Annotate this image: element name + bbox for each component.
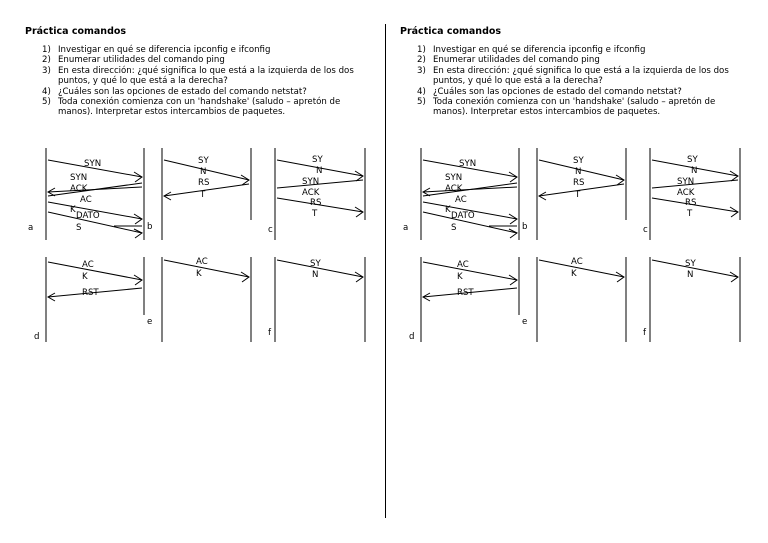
diagram-c (268, 148, 365, 240)
page-title: Práctica comandos (400, 26, 502, 37)
packet-label: ACK (677, 188, 695, 198)
task-list (42, 45, 377, 118)
diagram-c (643, 148, 740, 240)
packet-label: K (70, 205, 76, 215)
packet-label: N (200, 167, 207, 177)
task-number: 2) (42, 55, 51, 66)
packet-label: N (316, 166, 323, 176)
diagram-f (268, 257, 365, 342)
diagram-letter: d (409, 332, 415, 342)
packet-label: SY (573, 156, 584, 166)
packet-label: RS (685, 198, 697, 208)
packet-label: ACK (70, 184, 88, 194)
packet-arrow (48, 262, 142, 280)
packet-label: K (196, 269, 202, 279)
packet-label: SY (310, 259, 321, 269)
packet-label: AC (571, 257, 583, 267)
task-text: Toda conexión comienza con un 'handshake' (saludo – apretón de manos). Interpretar estos intercambios de paquetes. (58, 97, 341, 118)
document-copy-right (375, 0, 755, 543)
packet-label: SY (312, 155, 323, 165)
packet-label: AC (455, 195, 467, 205)
task-text: Investigar en qué se diferencia ipconfig e ifconfig (433, 45, 646, 55)
task-item (42, 45, 377, 55)
diagram-letter: f (643, 328, 647, 338)
task-item (42, 87, 377, 97)
task-item (417, 55, 752, 65)
packet-label: SYN (84, 159, 102, 169)
diagram-letter: d (34, 332, 40, 342)
packet-label: ACK (445, 184, 463, 194)
diagram-a (28, 148, 152, 240)
diagram-d (409, 257, 527, 342)
diagram-b (162, 148, 251, 240)
arrowhead (134, 229, 142, 238)
packet-label: SYN (677, 177, 695, 187)
task-item (42, 97, 377, 118)
task-number: 5) (42, 97, 51, 108)
packet-label: T (200, 190, 206, 200)
packet-label: SY (685, 259, 696, 269)
task-text: Enumerar utilidades del comando ping (433, 55, 600, 66)
packet-label: SY (687, 155, 698, 165)
packet-label: RST (457, 288, 474, 298)
packet-label: T (312, 209, 318, 219)
packet-arrow (423, 262, 517, 280)
task-item (417, 87, 752, 97)
packet-label: N (575, 167, 582, 177)
packet-label: SYN (302, 177, 320, 187)
packet-label: SY (198, 156, 209, 166)
task-text: Investigar en qué se diferencia ipconfig e ifconfig (58, 45, 271, 55)
packet-label: K (445, 205, 451, 215)
packet-label: SYN (459, 159, 477, 169)
task-item (417, 45, 752, 55)
packet-label: SYN (445, 173, 463, 183)
packet-arrow (423, 187, 517, 192)
task-text: En esta dirección: ¿qué significa lo que está a la izquierda de los dos puntos, y qué lo que está a la derecha? (433, 65, 729, 87)
task-number: 4) (42, 86, 51, 97)
packet-label: T (687, 209, 693, 219)
task-list (417, 45, 752, 118)
task-text: Enumerar utilidades del comando ping (58, 55, 225, 66)
diagram-letter: a (28, 223, 34, 233)
packet-label: AC (196, 257, 208, 267)
diagram-letter: b (522, 222, 528, 232)
diagram-letter: f (268, 328, 272, 338)
handshake-diagrams (0, 140, 380, 360)
packet-label: AC (80, 195, 92, 205)
packet-label: N (691, 166, 698, 176)
diagram-a (403, 148, 527, 240)
diagram-letter: a (403, 223, 409, 233)
task-text: Toda conexión comienza con un 'handshake' (saludo – apretón de manos). Interpretar estos intercambios de paquetes. (433, 97, 716, 118)
packet-arrow (48, 187, 142, 192)
packet-label: K (82, 272, 88, 282)
packet-label: RS (198, 178, 210, 188)
packet-label: S (76, 223, 82, 233)
packet-label: AC (82, 260, 94, 270)
diagram-letter: e (147, 317, 153, 327)
packet-label: K (571, 269, 577, 279)
task-item (42, 55, 377, 65)
diagram-b (537, 148, 626, 240)
task-number: 5) (417, 97, 426, 108)
task-text: ¿Cuáles son las opciones de estado del comando netstat? (58, 86, 307, 97)
packet-label: RS (310, 198, 322, 208)
diagram-letter: c (643, 225, 648, 235)
packet-label: K (457, 272, 463, 282)
diagram-e (162, 257, 251, 342)
diagram-letter: b (147, 222, 153, 232)
diagram-letter: c (268, 225, 273, 235)
task-text: ¿Cuáles son las opciones de estado del comando netstat? (433, 86, 682, 97)
document-copy-left (0, 0, 380, 543)
diagram-letter: e (522, 317, 528, 327)
task-number: 2) (417, 55, 426, 66)
packet-label: DATO (76, 211, 100, 221)
task-item (417, 97, 752, 118)
packet-arrow (652, 180, 738, 188)
packet-label: DATO (451, 211, 475, 221)
task-number: 1) (417, 45, 426, 55)
task-number: 4) (417, 86, 426, 97)
packet-label: ACK (302, 188, 320, 198)
packet-label: N (312, 270, 319, 280)
diagram-f (643, 257, 740, 342)
packet-label: RST (82, 288, 99, 298)
page-title: Práctica comandos (25, 26, 127, 37)
packet-label: SYN (70, 173, 88, 183)
packet-label: RS (573, 178, 585, 188)
diagram-e (537, 257, 626, 342)
packet-label: N (687, 270, 694, 280)
task-number: 3) (417, 65, 426, 76)
task-item (42, 66, 377, 87)
packet-label: S (451, 223, 457, 233)
task-number: 1) (42, 45, 51, 55)
arrowhead (509, 229, 517, 238)
task-text: En esta dirección: ¿qué significa lo que está a la izquierda de los dos puntos, y qué lo que está a la derecha? (58, 65, 354, 87)
handshake-diagrams (375, 140, 755, 360)
diagram-d (34, 257, 152, 342)
packet-label: AC (457, 260, 469, 270)
packet-label: T (575, 190, 581, 200)
packet-arrow (277, 180, 363, 188)
task-item (417, 66, 752, 87)
task-number: 3) (42, 65, 51, 76)
